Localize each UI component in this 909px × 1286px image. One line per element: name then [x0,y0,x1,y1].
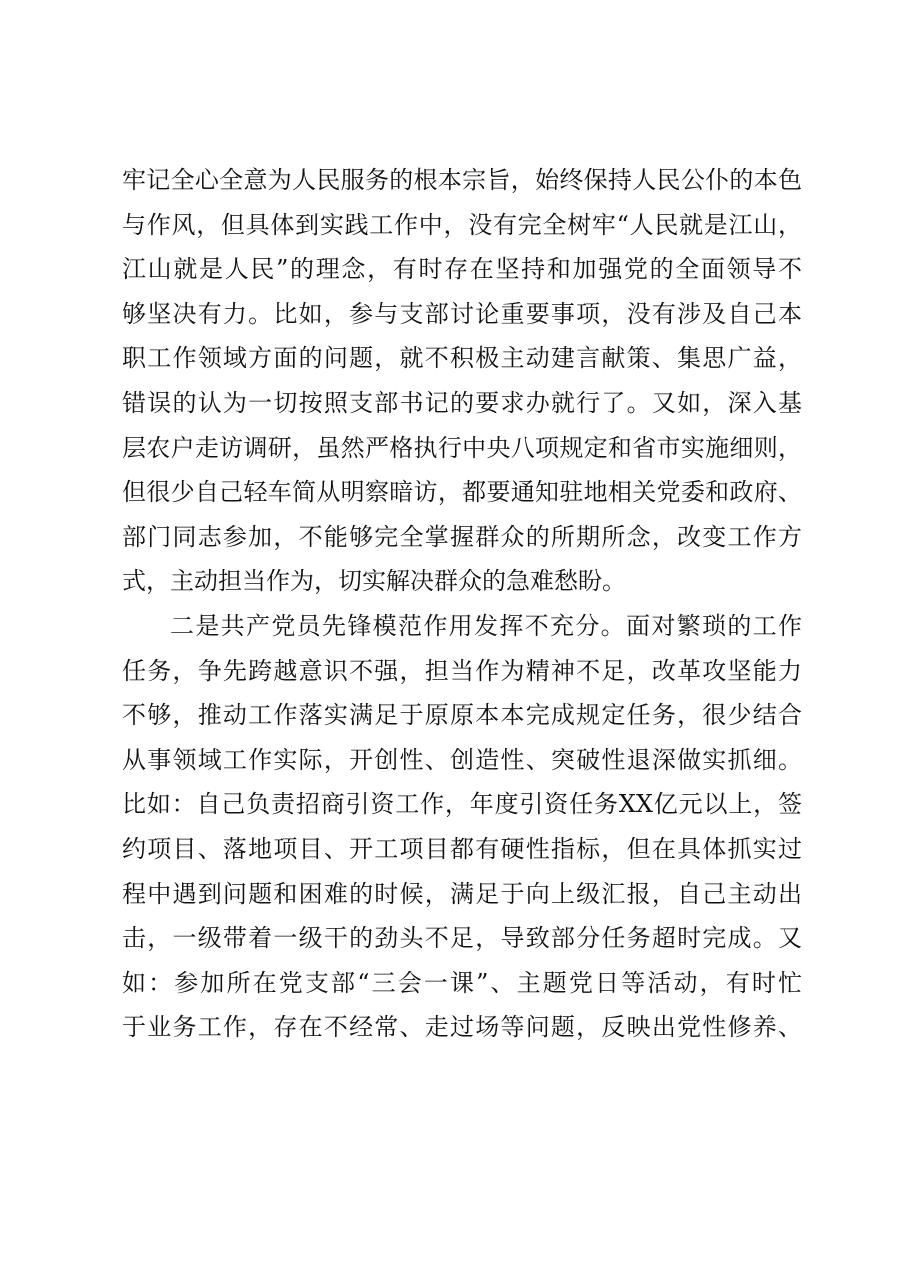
text-line: 击，一级带着一级干的劲头不足，导致部分任务超时完成。又 [122,924,802,953]
text-line: 层农户走访调研，虽然严格执行中央八项规定和省市实施细则， [122,433,802,462]
text-line: 不够，推动工作落实满足于原原本本完成规定任务，很少结合 [122,701,802,730]
text-line: 如：参加所在党支部“三会一课”、主题党日等活动，有时忙 [122,968,802,997]
text-line: 江山就是人民”的理念，有时存在坚持和加强党的全面领导不 [122,255,802,284]
text-line: 够坚决有力。比如，参与支部讨论重要事项，没有涉及自己本 [122,299,802,328]
text-line: 部门同志参加，不能够完全掌握群众的所期所念，改变工作方 [122,522,802,551]
text-line: 程中遇到问题和困难的时候，满足于向上级汇报，自己主动出 [122,879,802,908]
text-line: 任务，争先跨越意识不强，担当作为精神不足，改革攻坚能力 [122,656,802,685]
text-line: 职工作领域方面的问题，就不积极主动建言献策、集思广益， [122,344,802,373]
text-line: 约项目、落地项目、开工项目都有硬性指标，但在具体抓实过 [122,834,802,863]
text-line: 牢记全心全意为人民服务的根本宗旨，始终保持人民公仆的本色 [122,166,802,194]
text-line: 但很少自己轻车简从明察暗访，都要通知驻地相关党委和政府、 [122,478,802,507]
text-line: 比如：自己负责招商引资工作，年度引资任务XX亿元以上，签 [122,790,802,819]
paragraph-start-line: 二是共产党员先锋模范作用发挥不充分。面对繁琐的工作 [170,611,802,640]
text-line: 式，主动担当作为，切实解决群众的急难愁盼。 [122,567,626,596]
text-line: 错误的认为一切按照支部书记的要求办就行了。又如，深入基 [122,388,802,417]
text-line: 与作风，但具体到实践工作中，没有完全树牢“人民就是江山， [122,210,802,239]
text-line: 从事领域工作实际，开创性、创造性、突破性退深做实抓细。 [122,745,802,774]
body-text [122,158,802,1050]
text-line: 于业务工作，存在不经常、走过场等问题，反映出党性修养、 [122,1013,802,1042]
